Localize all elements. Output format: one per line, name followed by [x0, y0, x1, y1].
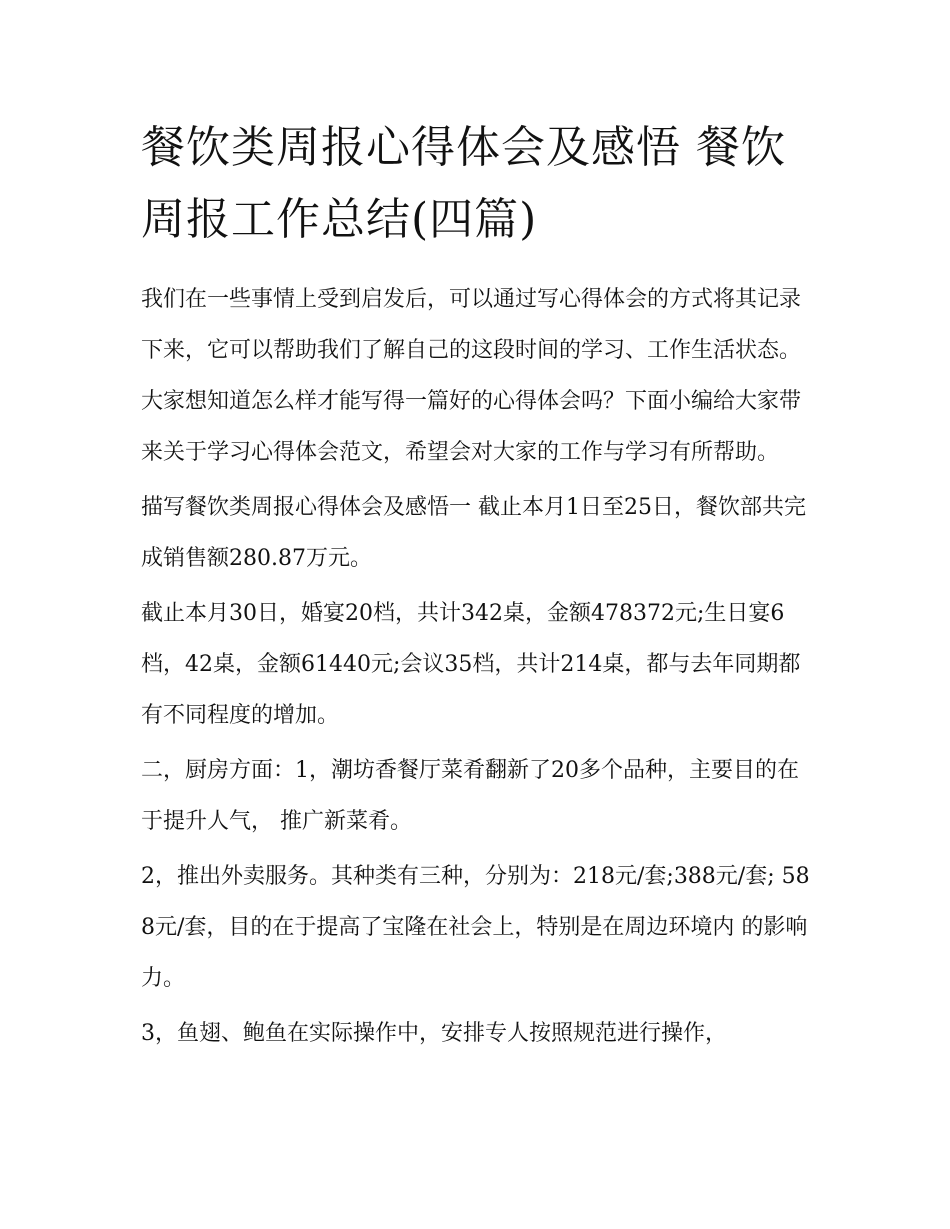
paragraph-takeout: 2，推出外卖服务。其种类有三种，分别为：218元/套;388元/套; 588元/套，目的在于提高了宝隆在社会上，特别是在周边环境内 的影响力。 — [141, 864, 810, 991]
document-title: 餐饮类周报心得体会及感悟 餐饮周报工作总结(四篇) — [141, 122, 786, 245]
paragraph-intro: 我们在一些事情上受到启发后，可以通过写心得体会的方式将其记录下来，它可以帮助我们了解自己的这段时间的学习、工作生活状态。大家想知道怎么样才能写得一篇好的心得体会吗？下面小编给大家带来关于学习心得体会范文，希望会对大家的工作与学习有所帮助。 — [141, 287, 802, 465]
document-content — [141, 112, 813, 1063]
paragraph-kitchen: 二，厨房方面：1，潮坊香餐厅菜肴翻新了20多个品种，主要目的在于提升人气， 推广新菜肴。 — [141, 758, 799, 834]
paragraph-events: 截止本月30日，婚宴20档，共计342桌，金额478372元;生日宴6档，42桌，金额61440元;会议35档，共计214桌，都与去年同期都有不同程度的增加。 — [141, 601, 801, 728]
paragraph-operation: 3，鱼翅、鲍鱼在实际操作中，安排专人按照规范进行操作， — [141, 1021, 727, 1046]
paragraph-sales: 描写餐饮类周报心得体会及感悟一 截止本月1日至25日，餐饮部共完成销售额280.87万元。 — [141, 495, 806, 571]
